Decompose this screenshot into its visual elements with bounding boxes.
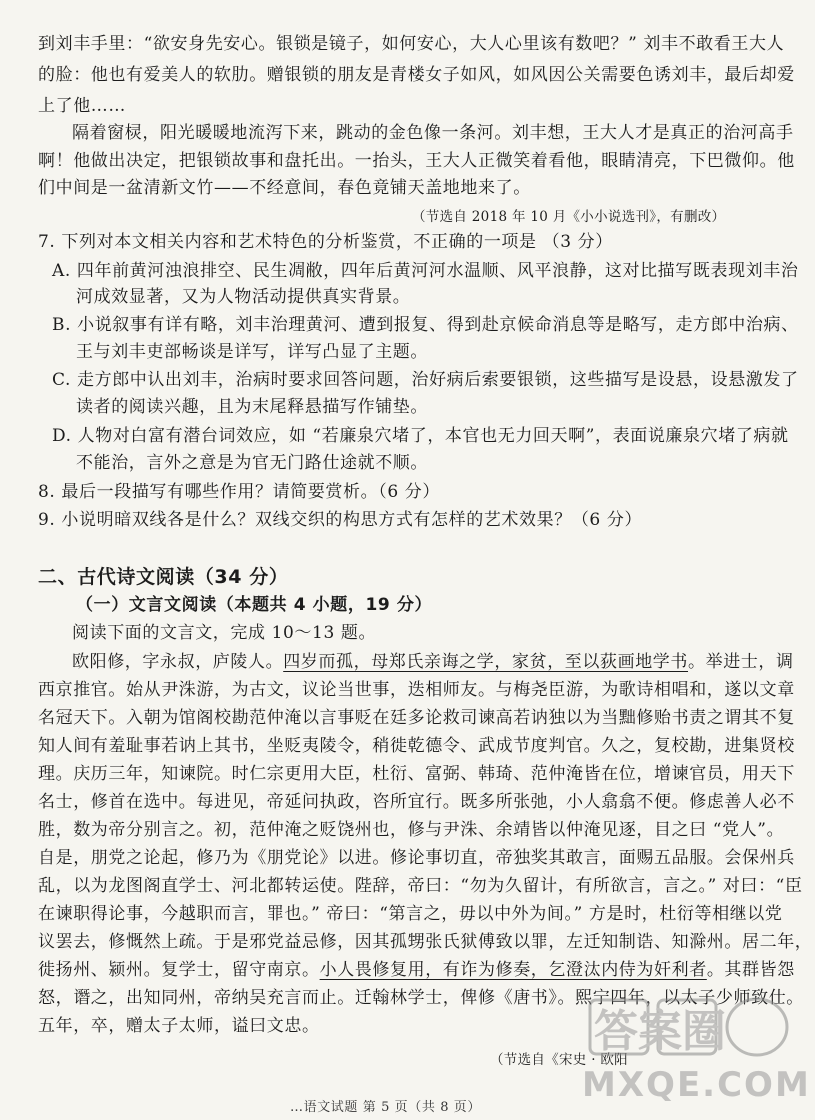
passage-line: 知人间有羞耻事若讷上其书，坐贬夷陵令，稍徙乾德令、武成节度判官。久之，复校勘，进集贤校	[38, 736, 795, 756]
q7-option-d-line1: D. 人物对白富有潜台词效应，如 “若廉泉穴堵了，本官也无力回天啊”，表面说廉泉穴堵了病就	[52, 426, 789, 446]
story-line: 们中间是一盆清新文竹——不经意间，春色竟铺天盖地地来了。	[38, 178, 531, 198]
instruction: 阅读下面的文言文，完成 10～13 题。	[72, 623, 377, 643]
q7-option-b-line2: 王与刘丰吏部畅谈是详写，详写凸显了主题。	[76, 342, 428, 362]
section-title: 二、古代诗文阅读（34 分）	[38, 566, 289, 588]
passage-line: 乱，以为龙图阁直学士、河北都转运使。陛辞，帝曰：“勿为久留计，有所欲言，言之。” 对曰：“臣	[38, 876, 803, 896]
story-source: （节选自 2018 年 10 月《小小说选刊》，有删改）	[412, 209, 726, 225]
passage-line: 五年，卒，赠太子太师，谥曰文忠。	[38, 1016, 320, 1036]
story-line: 到刘丰手里：“欲安身先安心。银锁是镜子，如何安心，大人心里该有数吧？” 刘丰不敢看王大人	[38, 34, 785, 54]
svg-text:答案圈: 答案圈	[594, 1006, 726, 1057]
story-line: 啊！他做出决定，把银锁故事和盘托出。一抬头，王大人正微笑着看他，眼睛清亮，下巴微仰。他	[38, 151, 795, 171]
story-line: 隔着窗棂，阳光暖暖地流泻下来，跳动的金色像一条河。刘丰想，王大人才是真正的治河高手	[72, 123, 794, 143]
underlined-sentence: 小人畏修复用，有诈为修奏，乞澄汰内侍为奸利者	[319, 960, 707, 980]
question-9: 9. 小说明暗双线各是什么？双线交织的构思方式有怎样的艺术效果？（6 分）	[38, 510, 643, 530]
passage-text: 。其群皆怨	[706, 960, 795, 980]
story-line: 上了他……	[38, 96, 126, 116]
passage-line	[72, 650, 794, 674]
svg-text:MXQE.COM: MXQE.COM	[582, 1065, 807, 1105]
q7-option-b-line1: B. 小说叙事有详有略，刘丰治理黄河、遭到报复、得到赴京候命消息等是略写，走方郎中治病、	[52, 315, 799, 335]
passage-line	[38, 958, 795, 982]
passage-text: 徙扬州、颍州。复学士，留守南京。	[38, 960, 320, 980]
passage-text: 欧阳修，字永叔，庐陵人。	[72, 652, 284, 672]
question-7-stem: 7. 下列对本文相关内容和艺术特色的分析鉴赏，不正确的一项是 （3 分）	[38, 232, 613, 252]
passage-line: 名士，修首在选中。每进见，帝延问执政，咨所宜行。既多所张弛，小人翕翕不便。修虑善人必不	[38, 792, 795, 812]
q7-option-c-line1: C. 走方郎中认出刘丰，治病时要求回答问题，治好病后索要银锁，这些描写是设悬，设悬激发了	[52, 370, 799, 390]
passage-line: 自是，朋党之论起，修乃为《朋党论》以进。修论事切直，帝独奖其敢言，面赐五品服。会保州兵	[38, 848, 795, 868]
passage-line: 怒，谮之，出知同州，帝纳吴充言而止。迁翰林学士，俾修《唐书》。熙宁四年，以太子少师致仕。	[38, 988, 804, 1008]
question-8: 8. 最后一段描写有哪些作用？请简要赏析。（6 分）	[38, 482, 440, 502]
q7-option-d-line2: 不能治，言外之意是为官无门路仕途就不顺。	[76, 453, 428, 473]
passage-line: 名冠天下。入朝为馆阁校勘范仲淹以言事贬在廷多论救司谏高若讷独以为当黜修贻书责之谓其不复	[38, 708, 795, 728]
story-line: 的脸：他也有爱美人的软肋。赠银锁的朋友是青楼女子如风，如风因公关需要色诱刘丰，最后却爱	[38, 65, 795, 85]
passage-text: 。举进士，调	[688, 652, 794, 672]
q7-option-c-line2: 读者的阅读兴趣，且为末尾释悬描写作铺垫。	[76, 397, 428, 417]
page-footer: …语文试题 第 5 页（共 8 页）	[290, 1100, 482, 1115]
passage-line: 在谏职得论事，今越职而言，罪也。” 帝曰：“第言之，毋以中外为间。” 方是时，杜衍等相继以党	[38, 904, 783, 924]
passage-line: 议罢去，修慨然上疏。于是邪党益忌修，因其孤甥张氏狱傅致以罪，左迁知制诰、知滁州。居二年，	[38, 932, 813, 952]
q7-option-a-line1: A. 四年前黄河浊浪排空、民生凋敝，四年后黄河河水温顺、风平浪静，这对比描写既表现刘丰治	[52, 261, 799, 281]
passage-line: 理。庆历三年，知谏院。时仁宗更用大臣，杜衍、富弼、韩琦、范仲淹皆在位，增谏官员，用天下	[38, 764, 795, 784]
underlined-sentence: 四岁而孤，母郑氏亲诲之学，家贫，至以荻画地学书	[283, 652, 689, 672]
subsection-title: （一）文言文阅读（本题共 4 小题，19 分）	[76, 595, 433, 615]
passage-line: 胜，数为帝分别言之。初，范仲淹之贬饶州也，修与尹洙、余靖皆以仲淹见逐，目之曰 “党人”。	[38, 820, 785, 840]
passage-line: 西京推官。始从尹洙游，为古文，议论当世事，迭相师友。与梅尧臣游，为歌诗相唱和，遂以文章	[38, 680, 795, 700]
watermark-logo	[572, 994, 807, 1109]
passage-source: （节选自《宋史 · 欧阳	[490, 1052, 628, 1068]
q7-option-a-line2: 河成效显著，又为人物活动提供真实背景。	[76, 287, 411, 307]
